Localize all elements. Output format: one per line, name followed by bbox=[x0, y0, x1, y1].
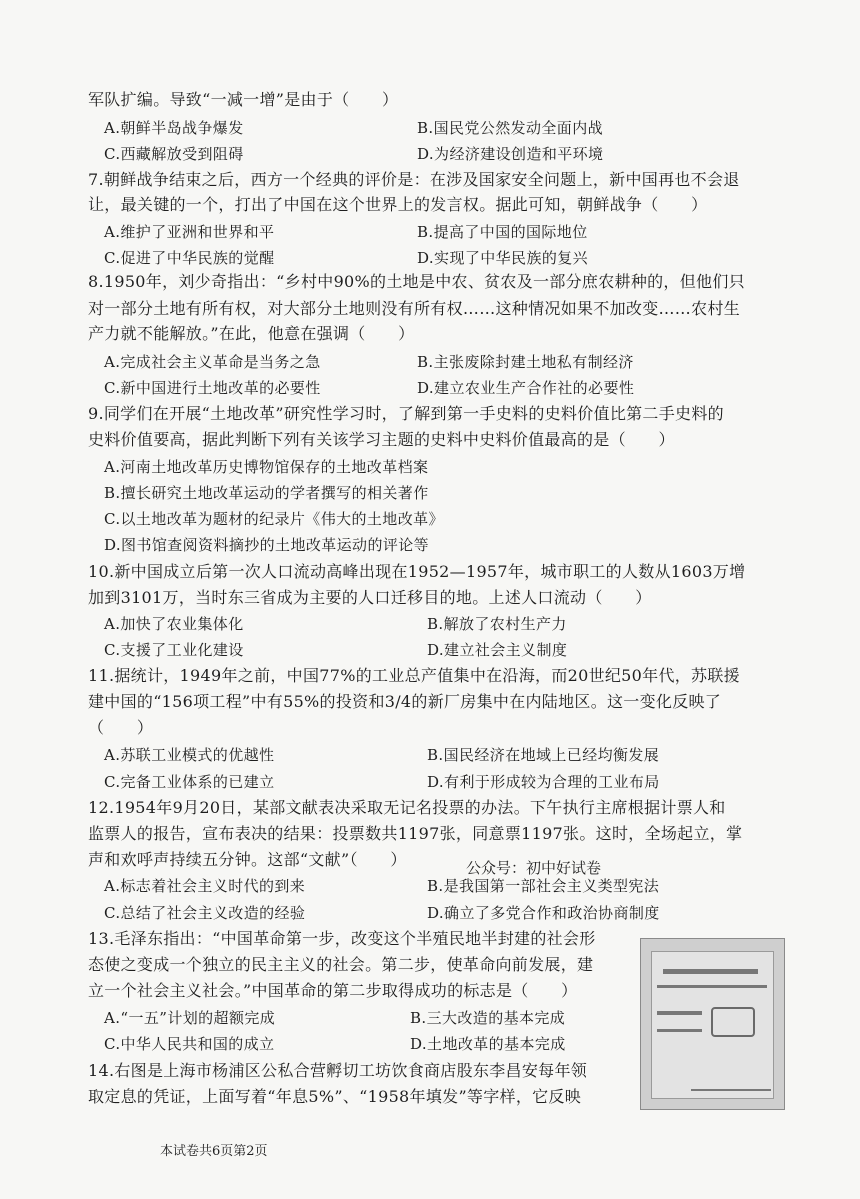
q13-option-b[interactable]: B.三大改造的基本完成 bbox=[410, 1009, 566, 1027]
q8-stem-line2: 对一部分土地有所有权，对大部分土地则没有所有权……这种情况如果不加改变……农村生 bbox=[88, 299, 741, 318]
q13-stem-line3: 立一个社会主义社会。”中国革命的第二步取得成功的标志是（ ） bbox=[88, 981, 578, 1000]
q11-stem-line2: 建中国的“156项工程”中有55%的投资和3/4的新厂房集中在内陆地区。这一变化反映了 bbox=[88, 692, 722, 711]
q8-stem-line1: 8.1950年，刘少奇指出：“乡村中90%的土地是中农、贫农及一部分庶农耕种的，但他们只 bbox=[88, 272, 745, 291]
q8-option-a[interactable]: A.完成社会主义革命是当务之急 bbox=[104, 353, 321, 371]
q7-option-b[interactable]: B.提高了中国的国际地位 bbox=[417, 223, 588, 241]
q9-option-c[interactable]: C.以土地改革为题材的纪录片《伟大的土地改革》 bbox=[104, 510, 444, 528]
q8-option-c[interactable]: C.新中国进行土地改革的必要性 bbox=[104, 379, 321, 397]
q8-option-b[interactable]: B.主张废除封建土地私有制经济 bbox=[417, 353, 634, 371]
q11-option-b[interactable]: B.国民经济在地域上已经均衡发展 bbox=[427, 746, 660, 764]
q7-option-c[interactable]: C.促进了中华民族的觉醒 bbox=[104, 249, 275, 267]
q10-option-b[interactable]: B.解放了农村生产力 bbox=[427, 615, 567, 633]
q7-option-d[interactable]: D.实现了中华民族的复兴 bbox=[417, 249, 589, 267]
q12-stem-line3: 声和欢呼声持续五分钟。这部“文献”（ ） bbox=[88, 850, 407, 869]
q10-stem-line1: 10.新中国成立后第一次人口流动高峰出现在1952—1957年，城市职工的人数从1603万增 bbox=[88, 562, 746, 581]
q13-option-c[interactable]: C.中华人民共和国的成立 bbox=[104, 1035, 275, 1053]
q10-option-d[interactable]: D.建立社会主义制度 bbox=[427, 641, 568, 659]
q12-stem-line1: 12.1954年9月20日，某部文献表决采取无记名投票的办法。下午执行主席根据计票人和 bbox=[88, 798, 726, 817]
certificate-stamp bbox=[711, 1007, 755, 1037]
watermark-label: 公众号：初中好试卷 bbox=[466, 859, 602, 877]
q10-stem-line2: 加到3101万，当时东三省成为主要的人口迁移目的地。上述人口流动（ ） bbox=[88, 588, 652, 607]
q8-option-d[interactable]: D.建立农业生产合作社的必要性 bbox=[417, 379, 635, 397]
q7-stem-line1: 7.朝鲜战争结束之后，西方一个经典的评价是：在涉及国家安全问题上，新中国再也不会退 bbox=[88, 170, 740, 189]
q12-option-b[interactable]: B.是我国第一部社会主义类型宪法 bbox=[427, 877, 660, 895]
q13-option-a[interactable]: A.“一五”计划的超额完成 bbox=[104, 1009, 276, 1027]
q9-stem-line2: 史料价值要高，据此判断下列有关该学习主题的史料中史料价值最高的是（ ） bbox=[88, 430, 675, 449]
q14-stem-line1: 14.右图是上海市杨浦区公私合营孵切工坊饮食商店股东李昌安每年领 bbox=[88, 1061, 588, 1080]
q11-stem-line3: （ ） bbox=[88, 718, 154, 737]
q9-option-d[interactable]: D.图书馆查阅资料摘抄的土地改革运动的评论等 bbox=[104, 536, 430, 554]
q6-option-a[interactable]: A.朝鲜半岛战争爆发 bbox=[104, 119, 244, 137]
q6-stem-tail: 军队扩编。导致“一减一增”是由于（ ） bbox=[88, 90, 399, 109]
q12-stem-line2: 监票人的报告，宣布表决的结果：投票数共1197张，同意票1197张。这时，全场起立，掌 bbox=[88, 824, 743, 843]
q13-stem-line1: 13.毛泽东指出：“中国革命第一步，改变这个半殖民地半封建的社会形 bbox=[88, 929, 596, 948]
q11-option-c[interactable]: C.完备工业体系的已建立 bbox=[104, 773, 275, 791]
q10-option-a[interactable]: A.加快了农业集体化 bbox=[104, 615, 244, 633]
certificate-title-line bbox=[663, 969, 758, 974]
dividend-certificate-photo bbox=[640, 938, 785, 1110]
page-footer: 本试卷共6页第2页 bbox=[160, 1144, 268, 1159]
q7-option-a[interactable]: A.维护了亚洲和世界和平 bbox=[104, 223, 275, 241]
q11-option-d[interactable]: D.有利于形成较为合理的工业布局 bbox=[427, 773, 660, 791]
q13-stem-line2: 态使之变成一个独立的民主主义的社会。第二步，使革命向前发展，建 bbox=[88, 955, 594, 974]
q11-stem-line1: 11.据统计，1949年之前，中国77%的工业总产值集中在沿海，而20世纪50年代，苏联援 bbox=[88, 666, 740, 685]
q14-stem-line2: 取定息的凭证，上面写着“年息5%”、“1958年填发”等字样，它反映 bbox=[88, 1087, 582, 1106]
q9-stem-line1: 9.同学们在开展“土地改革”研究性学习时，了解到第一手史料的史料价值比第二手史料的 bbox=[88, 404, 724, 423]
q13-option-d[interactable]: D.土地改革的基本完成 bbox=[410, 1035, 566, 1053]
certificate-subtitle-line bbox=[657, 985, 767, 988]
certificate-name-line bbox=[657, 1011, 702, 1015]
q12-option-c[interactable]: C.总结了社会主义改造的经验 bbox=[104, 904, 306, 922]
q8-stem-line3: 产力就不能解放。”在此，他意在强调（ ） bbox=[88, 324, 415, 343]
q7-stem-line2: 让，最关键的一个，打出了中国在这个世界上的发言权。据此可知，朝鲜战争（ ） bbox=[88, 195, 708, 214]
q6-option-c[interactable]: C.西藏解放受到阻碍 bbox=[104, 145, 244, 163]
q12-option-d[interactable]: D.确立了多党合作和政治协商制度 bbox=[427, 904, 660, 922]
q6-option-b[interactable]: B.国民党公然发动全面内战 bbox=[417, 119, 603, 137]
q9-option-a[interactable]: A.河南土地改革历史博物馆保存的土地改革档案 bbox=[104, 458, 429, 476]
q12-option-a[interactable]: A.标志着社会主义时代的到来 bbox=[104, 877, 306, 895]
q11-option-a[interactable]: A.苏联工业模式的优越性 bbox=[104, 746, 275, 764]
certificate-footer-line bbox=[691, 1089, 771, 1091]
q6-option-d[interactable]: D.为经济建设创造和平环境 bbox=[417, 145, 604, 163]
q9-option-b[interactable]: B.擅长研究土地改革运动的学者撰写的相关著作 bbox=[104, 484, 429, 502]
q10-option-c[interactable]: C.支援了工业化建设 bbox=[104, 641, 244, 659]
certificate-text-line bbox=[657, 1029, 702, 1032]
